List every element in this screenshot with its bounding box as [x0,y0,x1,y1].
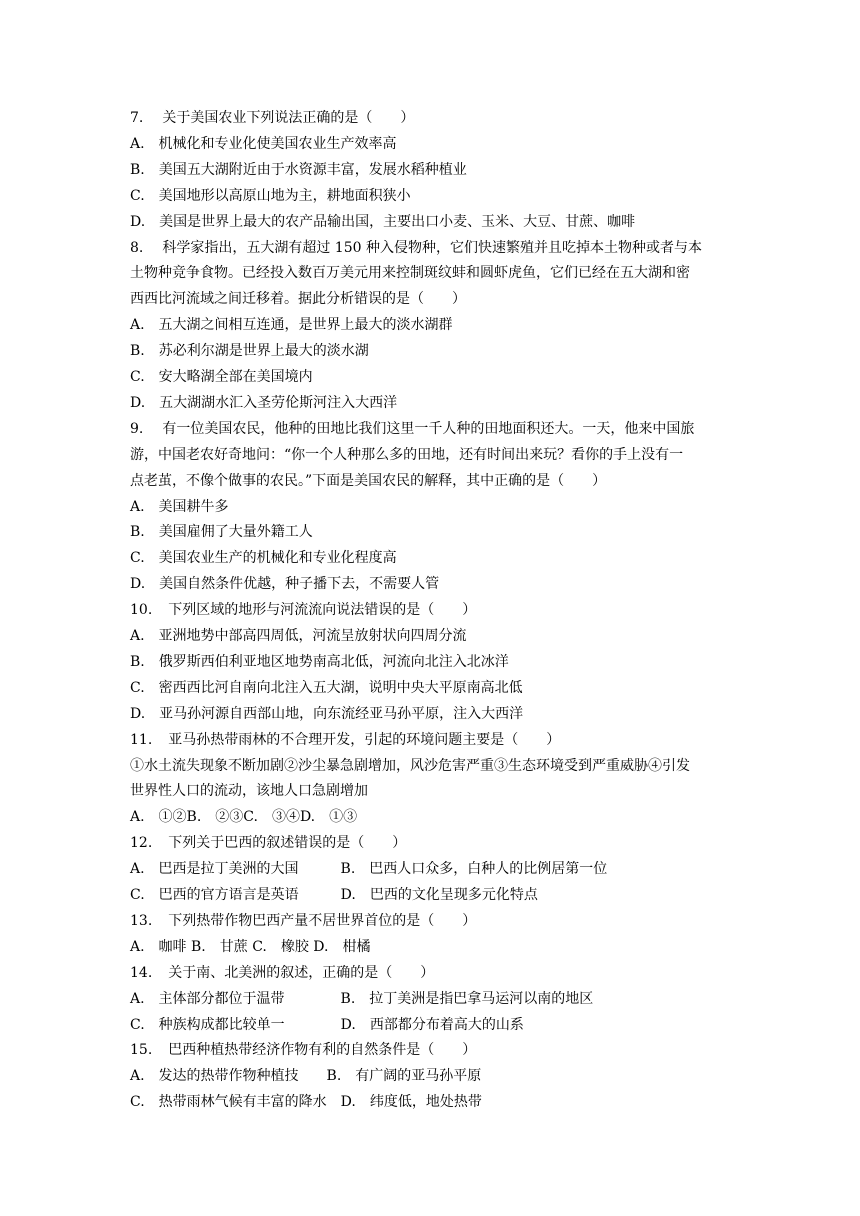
question-7-stem-line [130,108,414,128]
question-11-stem-continued: 世界性人口的流动，该地人口急剧增加 [130,783,368,800]
question-7-option: D. 美国是世界上最大的农产品输出国，主要出口小麦、玉米、大豆、甘蔗、咖啡 [130,213,636,230]
question-9-option: C. 美国农业生产的机械化和专业化程度高 [130,550,397,567]
question-12-option: C. 巴西的官方语言是英语 D. 巴西的文化呈现多元化特点 [130,887,538,903]
question-10-stem-line [130,600,476,620]
question-14-stem-line [130,963,434,983]
question-8-option: C. 安大略湖全部在美国境内 [130,369,313,385]
question-number: 15. [130,1042,153,1059]
question-13-stem-line [130,911,476,931]
question-7-option: A. 机械化和专业化使美国农业生产效率高 [130,135,397,152]
question-11-stem-continued: ①水土流失现象不断加剧②沙尘暴急剧增加，风沙危害严重③生态环境受到严重威胁④引发 [130,757,690,774]
question-15-option: C. 热带雨林气候有丰富的降水 D. 纬度低，地处热带 [130,1094,482,1111]
question-stem: 关于南、北美洲的叙述，正确的是（ ） [168,964,435,981]
question-stem: 有一位美国农民，他种的田地比我们这里一千人种的田地面积还大。一天，他来中国旅 [162,420,695,437]
question-stem: 下列热带作物巴西产量不居世界首位的是（ ） [168,912,477,929]
question-14-option: C. 种族构成都比较单一 D. 西部都分布着高大的山系 [130,1016,524,1033]
question-9-stem-continued: 游，中国老农好奇地问：“你一个人种那么多的田地，还有时间出来玩？看你的手上没有一 [130,446,684,463]
question-number: 13. [130,912,153,929]
question-stem: 关于美国农业下列说法正确的是（ ） [162,110,415,126]
question-8-stem-continued: 土物种竞争食物。已经投入数百万美元用来控制斑纹蚌和圆虾虎鱼，它们已经在五大湖和密 [130,265,690,282]
question-number: 14. [130,964,153,981]
question-number: 11. [130,731,153,748]
question-9-option: D. 美国自然条件优越，种子播下去，不需要人管 [130,576,440,593]
question-11-option: A. ①②B. ②③C. ③④D. ①③ [130,809,358,826]
question-number: 10. [130,602,153,619]
question-stem: 科学家指出，五大湖有超过 150 种入侵物种，它们快速繁殖并且吃掉本土物种或者与本 [162,239,702,256]
question-stem: 下列区域的地形与河流流向说法错误的是（ ） [168,602,477,619]
question-8-option: A. 五大湖之间相互连通，是世界上最大的淡水湖群 [130,317,453,334]
question-13-option: A. 咖啡 B. 甘蔗 C. 橡胶 D. 柑橘 [130,938,371,955]
question-8-option: B. 苏必利尔湖是世界上最大的淡水湖 [130,343,369,360]
question-7-option: B. 美国五大湖附近由于水资源丰富，发展水稻种植业 [130,161,467,178]
question-8-stem-line [130,238,702,258]
question-8-option: D. 五大湖湖水汇入圣劳伦斯河注入大西洋 [130,394,398,411]
question-10-option: C. 密西西比河自南向北注入五大湖，说明中央大平原南高北低 [130,679,523,696]
question-12-option: A. 巴西是拉丁美洲的大国 B. 巴西人口众多，白种人的比例居第一位 [130,861,608,878]
question-number: 7. [130,110,144,126]
question-12-stem-line [130,833,406,853]
question-9-option: A. 美国耕牛多 [130,498,229,515]
question-number: 9. [130,420,144,437]
question-15-option: A. 发达的热带作物种植技 B. 有广阔的亚马孙平原 [130,1068,482,1085]
question-stem: 下列关于巴西的叙述错误的是（ ） [168,835,407,852]
question-14-option: A. 主体部分都位于温带 B. 拉丁美洲是指巴拿马运河以南的地区 [130,990,594,1007]
question-7-option: C. 美国地形以高原山地为主，耕地面积狭小 [130,187,411,204]
question-9-stem-continued: 点老茧，不像个做事的农民。”下面是美国农民的解释，其中正确的是（ ） [130,472,607,489]
question-9-stem-line [130,419,694,439]
question-stem: 巴西种植热带经济作物有利的自然条件是（ ） [168,1042,477,1059]
question-number: 12. [130,835,153,852]
question-15-stem-line [130,1040,476,1060]
question-11-stem-line [130,730,560,750]
question-10-option: B. 俄罗斯西伯利亚地区地势南高北低，河流向北注入北冰洋 [130,653,509,670]
question-stem: 亚马孙热带雨林的不合理开发，引起的环境问题主要是（ ） [168,731,561,748]
question-number: 8. [130,239,144,256]
question-10-option: D. 亚马孙河源自西部山地，向东流经亚马孙平原，注入大西洋 [130,705,524,722]
question-10-option: A. 亚洲地势中部高四周低，河流呈放射状向四周分流 [130,628,467,644]
question-9-option: B. 美国雇佣了大量外籍工人 [130,524,313,541]
question-8-stem-continued: 西西比河流域之间迁移着。据此分析错误的是（ ） [130,291,466,308]
